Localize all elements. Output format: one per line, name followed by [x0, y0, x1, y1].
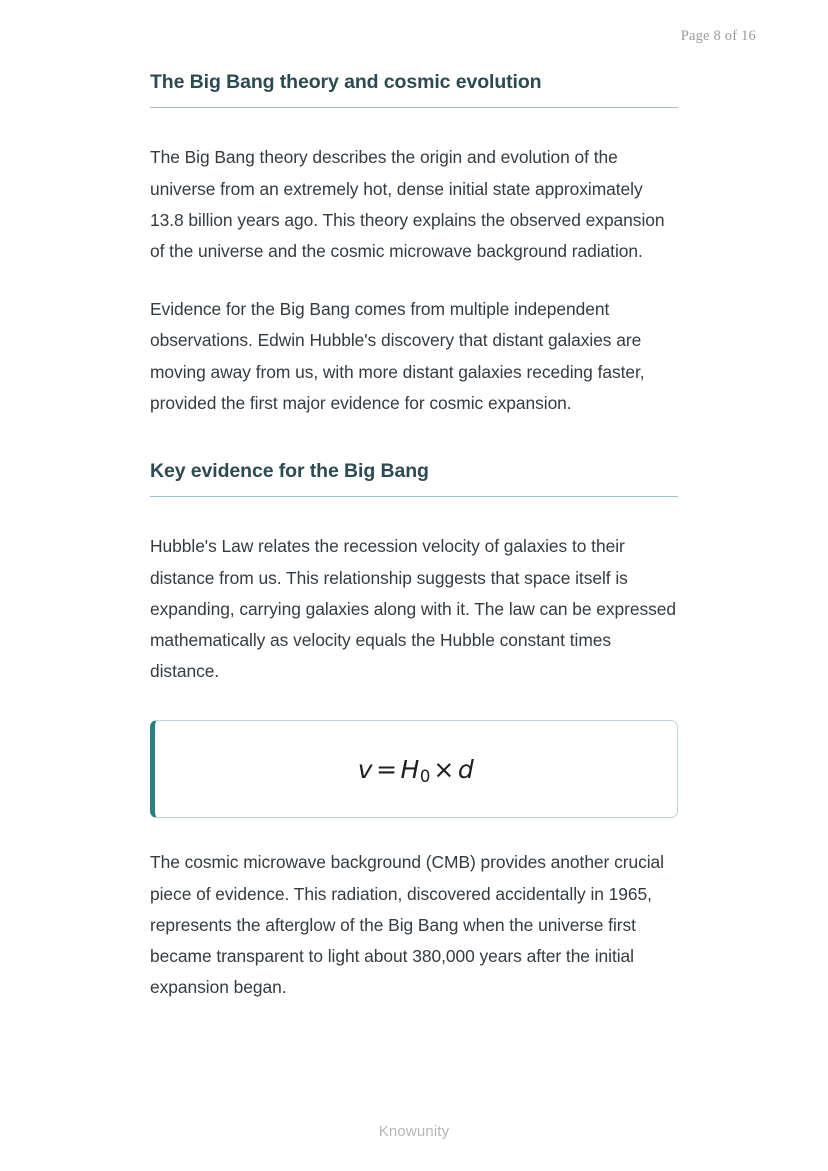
formula-distance-variable: d [457, 754, 475, 784]
page-number-label: Page 8 of 16 [680, 28, 756, 44]
section-heading-big-bang-theory: The Big Bang theory and cosmic evolution [150, 70, 678, 108]
section-2-heading-block [150, 459, 678, 497]
page-content [150, 70, 678, 1003]
section-heading-key-evidence: Key evidence for the Big Bang [150, 459, 678, 497]
formula-multiply-sign: × [433, 754, 455, 784]
paragraph-hubble-evidence: Evidence for the Big Bang comes from multiple independent observations. Edwin Hubble's discovery that distant galaxies are moving away from us, with more distant galaxies receding faster, provided the first major evidence for cosmic expansion. [150, 299, 645, 413]
paragraph-big-bang-origin: The Big Bang theory describes the origin and evolution of the universe from an extremely hot, dense initial state approximately 13.8 billion years ago. This theory explains the observed expansion of the universe and the cosmic microwave background radiation. [150, 147, 665, 261]
paragraph-hubbles-law: Hubble's Law relates the recession velocity of galaxies to their distance from us. This relationship suggests that space itself is expanding, carrying galaxies along with it. The law can be expressed mathematically as velocity equals the Hubble constant times distance. [150, 536, 677, 682]
formula-subscript-zero: 0 [419, 767, 431, 787]
paragraph-cmb: The cosmic microwave background (CMB) provides another crucial piece of evidence. This radiation, discovered accidentally in 1965, represents the afterglow of the Big Bang when the universe first became transparent to light about 380,000 years after the initial expansion began. [150, 852, 664, 998]
formula-equals-sign: = [376, 754, 398, 784]
formula-hubble-constant: H [400, 754, 420, 784]
formula-hubbles-law [357, 754, 475, 787]
formula-left-variable: v [357, 754, 374, 784]
footer-brand-label: Knowunity [378, 1123, 450, 1140]
section-1-heading-block [150, 70, 678, 108]
formula-callout-box [150, 720, 678, 818]
